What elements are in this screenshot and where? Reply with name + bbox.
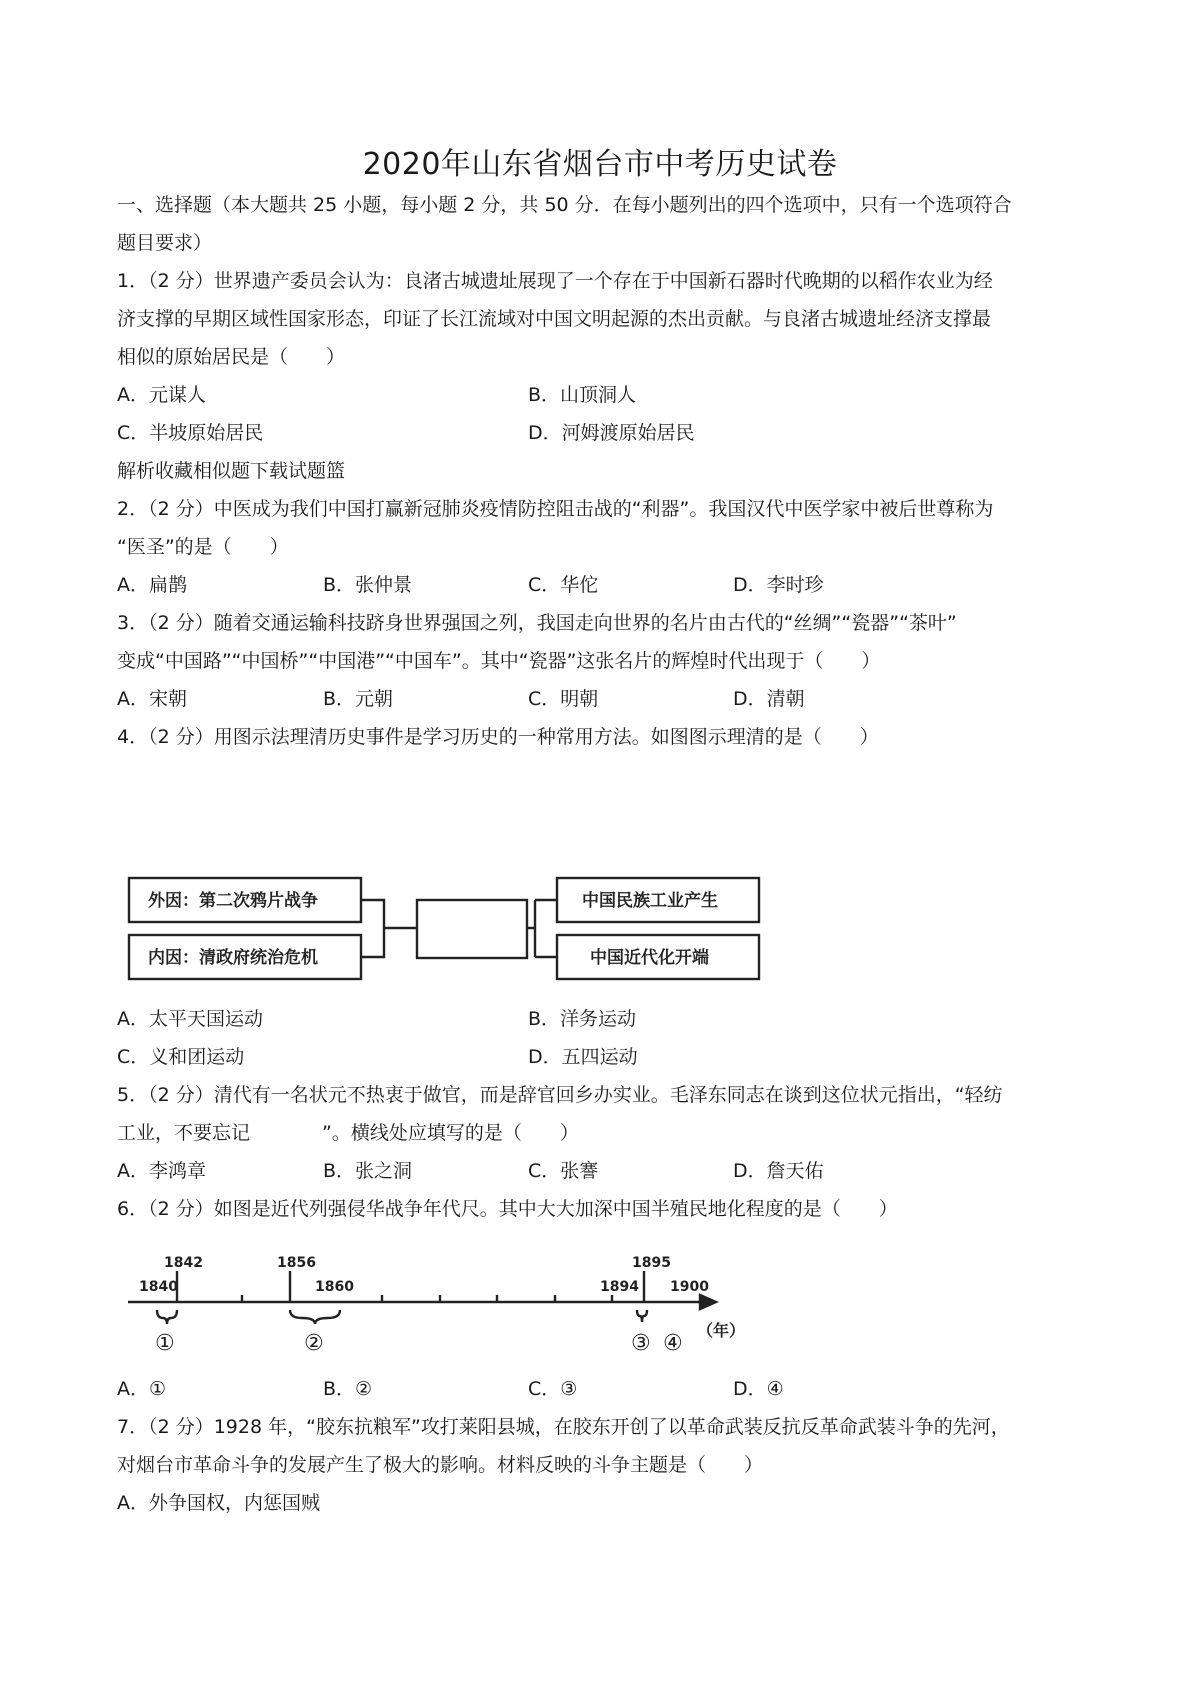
q4-label-right-top: 中国民族工业产生 [582,891,718,911]
q1-option-b[interactable]: B．山顶洞人 [528,384,637,406]
q5-option-b[interactable]: B．张之洞 [323,1160,413,1182]
q6-year-1842: 1842 [164,1255,203,1271]
q3-stem-line-2: 变成“中国路”“中国桥”“中国港”“中国车”。其中“瓷器”这张名片的辉煌时代出现于（ ） [117,650,881,672]
q2-option-c[interactable]: C．华佗 [528,574,599,596]
section-heading-cont: 题目要求） [117,232,213,254]
q4-label-left-top: 外因：第二次鸦片战争 [148,891,318,911]
q4-stem-line-1: 4．（2 分）用图示法理清历史事件是学习历史的一种常用方法。如图图示理清的是（ ） [117,726,879,748]
q3-option-c[interactable]: C．明朝 [528,688,599,710]
q6-marker-2: ② [304,1331,324,1356]
q6-option-d[interactable]: D．④ [733,1378,784,1400]
q6-option-c[interactable]: C．③ [528,1378,578,1400]
q5-option-a[interactable]: A．李鸿章 [117,1160,206,1182]
q5-stem-line-2a: 工业，不要忘记 [117,1122,251,1144]
q1-option-c[interactable]: C．半坡原始居民 [117,422,264,444]
q6-marker-1: ① [155,1331,175,1356]
q2-stem-line-1: 2．（2 分）中医成为我们中国打赢新冠肺炎疫情防控阻击战的“利器”。我国汉代中医学家中被后世尊称为 [117,498,994,520]
q7-option-a[interactable]: A．外争国权，内惩国贼 [117,1492,320,1514]
q3-option-d[interactable]: D．清朝 [733,688,805,710]
q1-stem-line-2: 济支撑的早期区域性国家形态，印证了长江流域对中国文明起源的杰出贡献。与良渚古城遗址经济支撑最 [117,308,992,330]
q6-marker-3: ③ [631,1331,651,1356]
q3-option-a[interactable]: A．宋朝 [117,688,187,710]
q6-unit-label: （年） [697,1321,746,1340]
q5-stem-line-1: 5．（2 分）清代有一名状元不热衷于做官，而是辞官回乡办实业。毛泽东同志在谈到这位状元指出，“轻纺 [117,1084,1003,1106]
q6-brace-1 [157,1310,177,1324]
q6-year-1895: 1895 [632,1255,671,1271]
q5-stem-line-2b: ”。横线处应填写的是（ ） [322,1122,579,1144]
q6-marker-4: ④ [663,1331,683,1356]
q2-option-b[interactable]: B．张仲景 [323,574,413,596]
q4-label-left-bottom: 内因：清政府统治危机 [148,948,318,968]
q6-option-b[interactable]: B．② [323,1378,373,1400]
q6-year-1900: 1900 [670,1279,709,1295]
q3-option-b[interactable]: B．元朝 [323,688,394,710]
q7-stem-line-2: 对烟台市革命斗争的发展产生了极大的影响。材料反映的斗争主题是（ ） [117,1454,764,1476]
page-title: 2020年山东省烟台市中考历史试卷 [362,147,838,182]
q4-label-right-bottom: 中国近代化开端 [590,948,709,968]
q6-year-1856: 1856 [277,1255,316,1271]
q6-year-1894: 1894 [600,1279,639,1295]
q4-option-d[interactable]: D．五四运动 [528,1046,638,1068]
q1-option-a[interactable]: A．元谋人 [117,384,206,406]
q2-option-a[interactable]: A．扁鹊 [117,574,187,596]
q6-option-a[interactable]: A．① [117,1378,167,1400]
q2-option-d[interactable]: D．李时珍 [733,574,824,596]
q1-extra-links[interactable]: 解析收藏相似题下载试题篮 [117,460,346,482]
q6-year-1860: 1860 [315,1279,354,1295]
q5-option-c[interactable]: C．张謇 [528,1160,599,1182]
q1-stem-line-3: 相似的原始居民是（ ） [117,346,346,368]
q1-option-d[interactable]: D．河姆渡原始居民 [528,422,695,444]
q6-brace-2 [290,1310,340,1324]
q4-option-c[interactable]: C．义和团运动 [117,1046,245,1068]
q7-stem-line-1: 7．（2 分）1928 年，“胶东抗粮军”攻打莱阳县城，在胶东开创了以革命武装反抗反革命武装斗争的先河， [117,1416,1010,1438]
q4-option-a[interactable]: A．太平天国运动 [117,1008,263,1030]
q6-axis-arrow [700,1295,716,1309]
q4-option-b[interactable]: B．洋务运动 [528,1008,637,1030]
section-heading: 一、选择题（本大题共 25 小题，每小题 2 分，共 50 分．在每小题列出的四个选项中，只有一个选项符合 [117,194,1012,216]
q5-option-d[interactable]: D．詹天佑 [733,1160,824,1182]
q6-stem-line-1: 6．（2 分）如图是近代列强侵华战争年代尺。其中大大加深中国半殖民地化程度的是（ ） [117,1198,898,1220]
q6-year-1840: 1840 [139,1279,178,1295]
q6-brace-3 [637,1310,647,1322]
q2-stem-line-2: “医圣”的是（ ） [117,536,289,558]
q1-stem-line-1: 1．（2 分）世界遗产委员会认为：良渚古城遗址展现了一个存在于中国新石器时代晚期的以稻作农业为经 [117,270,993,292]
q3-stem-line-1: 3．（2 分）随着交通运输科技跻身世界强国之列，我国走向世界的名片由古代的“丝绸”“瓷器”“茶叶” [117,612,957,634]
